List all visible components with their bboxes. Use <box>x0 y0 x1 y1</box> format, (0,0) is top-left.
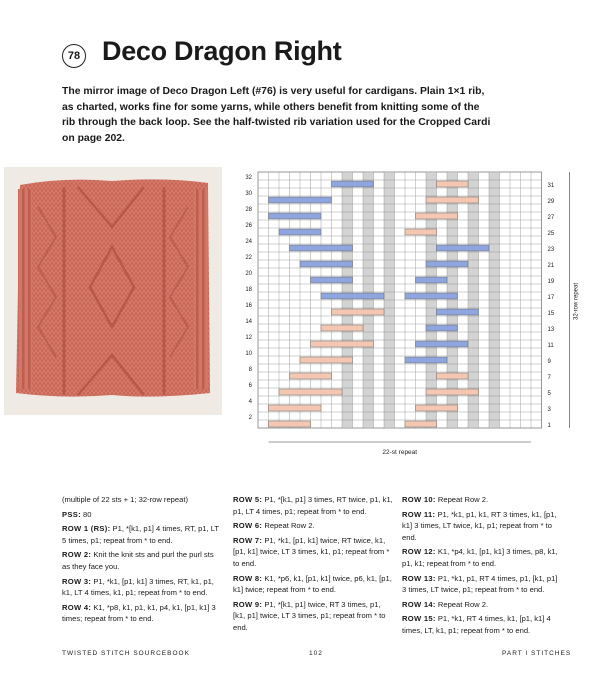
chart-cable-left <box>269 421 311 427</box>
chart-row-label-right: 27 <box>547 215 555 222</box>
instruction-text: P1, *[k1, p1] 3 times, RT twice, p1, k1, p1, LT 4 times, p1; repeat from * to end. <box>233 495 393 516</box>
instruction-row <box>62 523 222 546</box>
instruction-row <box>233 599 393 634</box>
chart-cable-left <box>290 373 332 379</box>
chart-row-label-right: 13 <box>547 327 555 334</box>
chart-cable-right <box>416 277 448 283</box>
instruction-row <box>233 494 393 517</box>
knitted-swatch-image <box>4 167 222 415</box>
chart-row-label-left: 20 <box>245 271 252 278</box>
chart-cable-left <box>279 389 342 395</box>
chart-row-label-right: 9 <box>547 359 551 366</box>
instruction-row <box>62 549 222 572</box>
instruction-label: PSS: <box>62 509 81 519</box>
instruction-text: Repeat Row 2. <box>262 521 315 531</box>
instruction-row <box>62 576 222 599</box>
instruction-label: ROW 7: <box>233 535 263 545</box>
instruction-row <box>402 494 562 506</box>
chart-cable-right <box>405 421 437 427</box>
page-title: Deco Dragon Right <box>102 36 342 66</box>
chart-cable-left <box>269 213 322 219</box>
instruction-row <box>233 573 393 596</box>
chart-cable-left <box>300 357 353 363</box>
chart-cable-left <box>269 405 322 411</box>
instruction-text: P1, *[k1, p1] twice, RT 3 times, p1, [k1, p1] twice, LT 3 times, p1; repeat from * to end. <box>233 599 386 632</box>
chart-cable-left <box>311 277 353 283</box>
stitch-chart <box>232 162 604 462</box>
instruction-text: Knit the knit sts and purl the purl sts as they face you. <box>62 550 214 571</box>
intro-paragraph: The mirror image of Deco Dragon Left (#76) is very useful for cardigans. Plain 1×1 rib, as charted, works fine for some yarns, while others benefit from knitting some of the rib through the back loop. See the half-twisted rib variation used for the Cropped Cardi on page 202. <box>62 86 491 144</box>
instruction-row <box>233 535 393 570</box>
instruction-text: K1, *p4, k1, [p1, k1] 3 times, p8, k1, p1, k1; repeat from * to end. <box>402 547 558 568</box>
instruction-text: (multiple of 22 sts + 1; 32-row repeat) <box>62 495 188 504</box>
instruction-label: ROW 1 (RS): <box>62 524 111 534</box>
instruction-label: ROW 12: <box>402 547 436 557</box>
chart-row-label-left: 24 <box>245 239 252 246</box>
chart-cable-right <box>405 293 458 299</box>
chart-row-label-left: 16 <box>245 303 252 310</box>
footer-book-title: TWISTED STITCH SOURCEBOOK <box>62 650 190 657</box>
chart-row-label-right: 29 <box>547 199 555 206</box>
instruction-row <box>402 573 562 596</box>
swatch-photo <box>4 167 222 415</box>
instruction-label: ROW 11: <box>402 509 436 519</box>
instruction-label: ROW 8: <box>233 573 263 583</box>
chart-cable-left <box>300 261 353 267</box>
chart-row-label-left: 14 <box>245 319 252 326</box>
chart-row-label-right: 5 <box>547 391 551 398</box>
chart-row-label-right: 7 <box>547 375 551 382</box>
instruction-label: ROW 13: <box>402 573 436 583</box>
chart-cable-right <box>437 245 490 251</box>
instruction-row <box>62 602 222 625</box>
chart-row-label-right: 15 <box>547 311 555 318</box>
instruction-row <box>402 599 562 611</box>
instruction-row <box>62 509 222 521</box>
stitch-repeat-label: 22-st repeat <box>382 449 418 456</box>
chart-cable-right <box>426 197 479 203</box>
row-repeat-label: 32-row repeat <box>573 282 580 320</box>
chart-row-label-left: 8 <box>248 367 252 374</box>
chart-row-label-right: 3 <box>547 407 551 414</box>
chart-row-label-left: 30 <box>245 191 252 198</box>
instruction-label: ROW 3: <box>62 576 92 586</box>
chart-row-label-left: 2 <box>248 415 252 422</box>
instruction-label: ROW 9: <box>233 599 263 609</box>
instruction-text: Repeat Row 2. <box>435 495 489 504</box>
chart-cable-right <box>405 357 447 363</box>
chart-cable-right <box>437 181 469 187</box>
chart-cable-right <box>426 389 479 395</box>
instruction-text: P1, *[k1, p1] 4 times, RT, p1, LT 5 times, p1; repeat from * to end. <box>62 524 219 545</box>
chart-cable-right <box>416 341 469 347</box>
footer-section: PART I STITCHES <box>502 650 572 657</box>
chart-cable-left <box>332 181 374 187</box>
instructions-column-1 <box>62 494 222 628</box>
instruction-text: P1, *k1, RT 4 times, k1, [p1, k1] 4 times, LT, k1, p1; repeat from * to end. <box>402 614 551 635</box>
instruction-label: ROW 5: <box>233 495 263 504</box>
instruction-text: K1, *p8, k1, p1, k1, p4, k1, [p1, k1] 3 times; repeat from * to end. <box>62 602 216 624</box>
instructions-column-3 <box>402 494 562 640</box>
stitch-chart-grid <box>232 162 604 462</box>
chart-cable-right <box>405 229 437 235</box>
chart-row-label-right: 17 <box>547 295 555 302</box>
footer-page-number: 102 <box>309 650 323 657</box>
chart-cable-left <box>321 325 363 331</box>
instruction-label: ROW 6: <box>233 521 263 531</box>
chart-row-label-right: 1 <box>547 423 551 430</box>
instruction-text: K1, *p6, k1, [p1, k1] twice, p6, k1, [p1, k1] twice; repeat from * to end. <box>233 573 392 595</box>
chart-cable-left <box>321 293 384 299</box>
chart-row-label-left: 4 <box>248 399 252 406</box>
instruction-label: ROW 2: <box>62 550 92 560</box>
instruction-label: ROW 4: <box>62 602 92 612</box>
chart-row-label-right: 31 <box>547 183 555 190</box>
chart-cable-left <box>332 309 385 315</box>
instruction-text: 80 <box>80 509 92 519</box>
chart-row-label-right: 11 <box>547 343 554 350</box>
instruction-text: P1, *k1, [p1, k1] 3 times, RT, k1, p1, k1, LT 4 times, k1, p1; repeat from * to end. <box>62 576 214 598</box>
instruction-row <box>233 520 393 532</box>
chart-cable-right <box>426 261 468 267</box>
chart-row-label-left: 6 <box>248 383 252 390</box>
chart-row-label-right: 19 <box>547 279 555 286</box>
chart-cable-left <box>269 197 332 203</box>
instruction-label: ROW 14: <box>402 599 436 609</box>
chart-row-label-left: 32 <box>245 175 252 182</box>
instruction-label: ROW 10: <box>402 495 436 504</box>
chart-cable-left <box>311 341 374 347</box>
chart-row-label-left: 10 <box>245 351 252 358</box>
instruction-text: P1, *k1, p1, k1, RT 3 times, k1, [p1, k1] 3 times, LT twice, k1, p1; repeat from * to end. <box>402 509 557 542</box>
chart-cable-left <box>290 245 353 251</box>
chart-cable-right <box>437 309 479 315</box>
pattern-number-badge: 78 <box>62 44 86 68</box>
chart-row-label-left: 26 <box>245 223 252 230</box>
instruction-text: P1, *k1, p1, RT 4 times, p1, [k1, p1] 3 times, LT twice, p1; repeat from * to end. <box>402 573 558 595</box>
instruction-row <box>402 509 562 544</box>
chart-row-label-left: 18 <box>245 287 252 294</box>
instruction-row <box>402 546 562 569</box>
chart-row-label-left: 12 <box>245 335 252 342</box>
instruction-row <box>402 613 562 636</box>
instruction-text: P1, *k1, [p1, k1] twice, RT twice, k1, [p1, k1] twice, LT 3 times, k1, p1; repeat from * to end. <box>233 535 390 568</box>
instruction-text: Repeat Row 2. <box>435 599 489 609</box>
chart-cable-right <box>426 325 458 331</box>
chart-row-label-left: 28 <box>245 207 252 214</box>
chart-row-label-right: 21 <box>547 263 555 270</box>
chart-row-label-right: 25 <box>547 231 555 238</box>
chart-row-label-left: 22 <box>245 255 252 262</box>
chart-row-label-right: 23 <box>547 247 555 254</box>
chart-cable-left <box>279 229 321 235</box>
chart-cable-right <box>437 373 469 379</box>
instructions-column-2 <box>233 494 393 637</box>
chart-cable-right <box>416 213 458 219</box>
instruction-row <box>62 494 222 506</box>
chart-cable-right <box>416 405 458 411</box>
instruction-label: ROW 15: <box>402 614 436 624</box>
